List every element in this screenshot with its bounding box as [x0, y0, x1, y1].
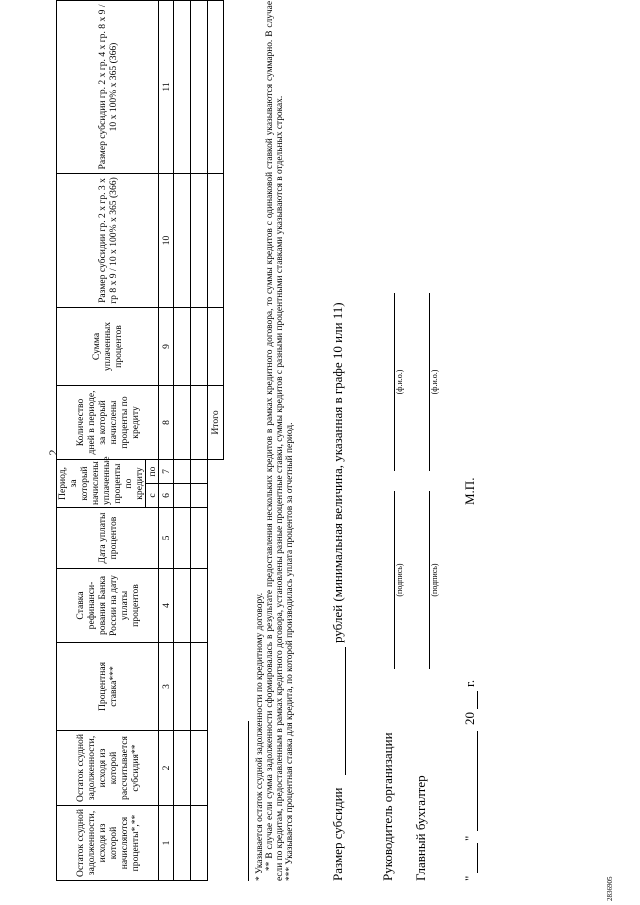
header-cell: Сумма уплаченных процентов [57, 307, 159, 385]
subsidy-text: рублей (минимальная величина, указанная в графе 10 или 11) [330, 302, 345, 643]
header-cell: Дата уплаты процентов [57, 508, 159, 569]
total-cell [208, 173, 224, 307]
page-number: 2 [46, 449, 60, 456]
subsidy-amount-line [345, 647, 346, 775]
column-number: 10 [159, 173, 174, 307]
data-cell [174, 643, 191, 731]
header-cell: Ставка рефинанси-рования Банка России на дату уплаты процентов [57, 569, 159, 643]
data-cell [174, 484, 191, 508]
column-number: 4 [159, 569, 174, 643]
data-cell [174, 0, 191, 173]
accountant-name-caption: (ф.и.о.) [430, 369, 439, 395]
column-number: 5 [159, 508, 174, 569]
data-cell [174, 508, 191, 569]
data-cell [174, 173, 191, 307]
data-cell [191, 459, 208, 483]
head-label: Руководитель организации [380, 732, 395, 881]
data-cell [191, 173, 208, 307]
data-cell [191, 508, 208, 569]
footnote-1: * Указывается остаток ссудной задолженности по кредитному договору. [255, 592, 265, 881]
data-cell [191, 307, 208, 385]
head-signature-caption: (подпись) [395, 563, 404, 597]
subsidy-table [56, 0, 224, 881]
data-cell [191, 731, 208, 806]
footnote-rule [248, 721, 249, 881]
data-cell [174, 385, 191, 459]
column-number: 6 [159, 484, 174, 508]
total-cell [208, 0, 224, 173]
period-to-label: по [146, 459, 159, 483]
data-cell [191, 643, 208, 731]
header-cell: Процентная ставка*** [57, 643, 159, 731]
column-number: 1 [159, 806, 174, 881]
stamp-label: М.П. [462, 477, 477, 505]
document-code: 2836905 [606, 876, 614, 901]
column-number: 3 [159, 643, 174, 731]
accountant-label: Главный бухгалтер [413, 775, 428, 881]
column-number: 7 [159, 459, 174, 483]
data-cell [174, 459, 191, 483]
header-cell: Остаток ссудной задолженности, исходя из которой рассчитывается субсидия** [57, 731, 159, 806]
footnote-2: ** В случае если сумма задолженности сформировалась в результате предоставления нескольких кредитов в рамках кредитного договора, то суммы кредитов с одинаковой ставкой указываются суммарно. В случае если по кредитам, предоставленным в рамках кредитного договора, установлены разные процентные ставки, суммы кредитов с разными процентными ставками указываются в отдельных строках. [265, 1, 285, 881]
date-month-line [477, 731, 478, 831]
date-year-suffix: г. [462, 679, 477, 687]
header-cell: Количество дней в периоде, за который начислены проценты по кредиту [57, 385, 159, 459]
head-name-caption: (ф.и.о.) [395, 369, 404, 395]
data-cell [191, 0, 208, 173]
data-cell [191, 806, 208, 881]
date-open-quote: " [462, 875, 477, 881]
column-number: 8 [159, 385, 174, 459]
data-cell [174, 569, 191, 643]
header-cell: Остаток ссудной задолженности, исходя из которой начисляются проценты*,** [57, 806, 159, 881]
data-cell [174, 307, 191, 385]
data-cell [174, 806, 191, 881]
total-spacer [208, 459, 224, 880]
date-close-quote: " [462, 835, 477, 841]
period-from-label: с [146, 484, 159, 508]
header-cell-period: Период, за который начислены уплаченные проценты по кредиту [57, 459, 146, 507]
data-cell [191, 484, 208, 508]
column-number: 2 [159, 731, 174, 806]
date-year-line [477, 691, 478, 709]
total-label: Итого [208, 385, 224, 459]
column-number: 11 [159, 0, 174, 173]
header-cell: Размер субсидии гр. 2 х гр. 4 х гр. 8 х 9 / 10 х 100% х 365 (366) [57, 0, 159, 173]
header-cell: Размер субсидии гр. 2 х гр. 3 х гр 8 х 9 / 10 х 100% х 365 (366) [57, 173, 159, 307]
footnotes [248, 1, 295, 881]
accountant-signature-caption: (подпись) [430, 563, 439, 597]
total-cell [208, 307, 224, 385]
date-year-prefix: 20 [462, 712, 477, 725]
footnote-3: *** Указывается процентная ставка для кредита, по которой производилась уплата процентов за отчетный период. [285, 422, 295, 881]
date-day-line [477, 843, 478, 873]
data-cell [191, 385, 208, 459]
data-cell [191, 569, 208, 643]
subsidy-label: Размер субсидии [330, 787, 345, 881]
column-number: 9 [159, 307, 174, 385]
data-cell [174, 731, 191, 806]
